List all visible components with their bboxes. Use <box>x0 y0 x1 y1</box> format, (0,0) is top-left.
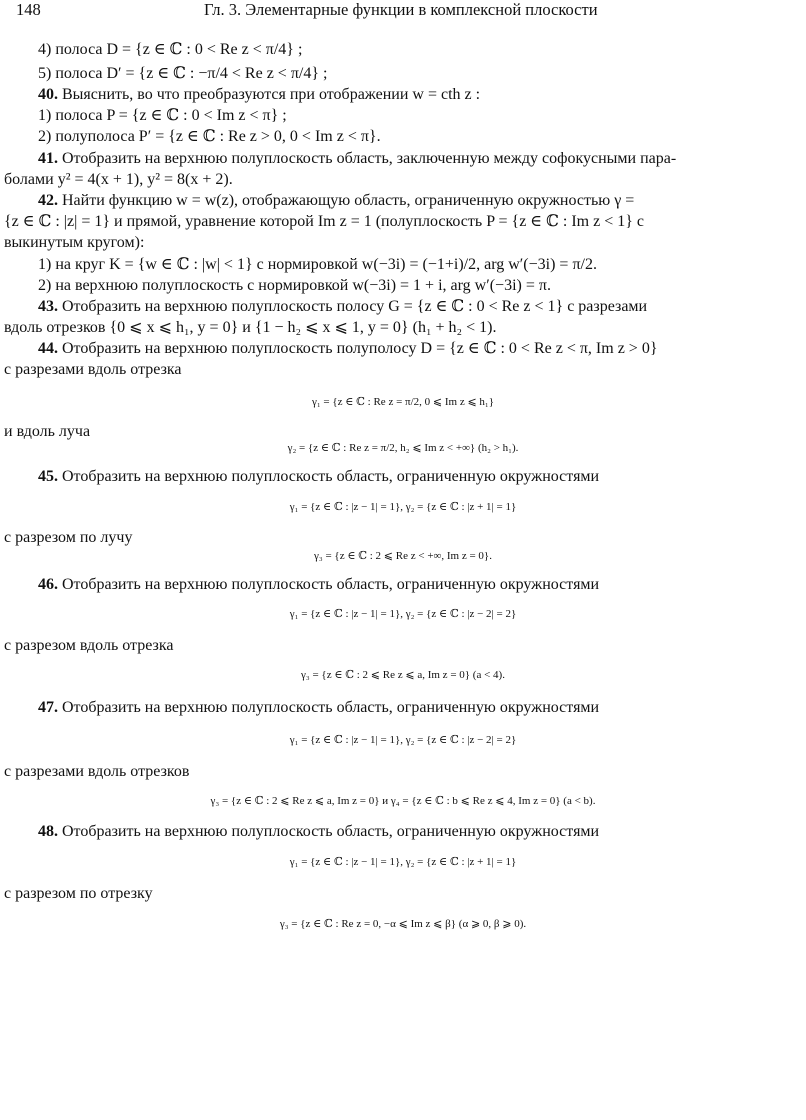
formula-cut-48: γ₃ = {z ∈ ℂ : Re z = 0, −α ⩽ Im z ⩽ β} (α ⩾ 0, β ⩾ 0). <box>279 918 527 930</box>
line-l11: 1) на круг K = {w ∈ ℂ : |w| < 1} с нормировкой w(−3i) = (−1+i)/2, arg w′(−3i) = π/2. <box>38 256 597 273</box>
formula-circles-48: γ₁ = {z ∈ ℂ : |z − 1| = 1}, γ₂ = {z ∈ ℂ : |z + 1| = 1} <box>289 856 517 868</box>
formula-circles-46: γ₁ = {z ∈ ℂ : |z − 1| = 1}, γ₂ = {z ∈ ℂ : |z − 2| = 2} <box>289 608 517 620</box>
problem-40: 40. Выяснить, во что преобразуются при отображении w = cth z : <box>38 86 481 103</box>
formula-circles-47: γ₁ = {z ∈ ℂ : |z − 1| = 1}, γ₂ = {z ∈ ℂ : |z − 2| = 2} <box>289 734 517 746</box>
line-l18: и вдоль луча <box>4 423 91 440</box>
line-l10: выкинутым кругом): <box>4 234 145 251</box>
formula-cut-46: γ₃ = {z ∈ ℂ : 2 ⩽ Re z ⩽ a, Im z = 0} (a < 4). <box>301 669 505 681</box>
line-l12: 2) на верхнюю полуплоскость с нормировкой w(−3i) = 1 + i, arg w′(−3i) = π. <box>38 277 551 294</box>
problem-43: 43. Отобразить на верхнюю полуплоскость полосу G = {z ∈ ℂ : 0 < Re z < 1} с разрезами <box>38 298 648 315</box>
problem-number: 42. <box>38 192 58 209</box>
running-title: Гл. 3. Элементарные функции в комплексной плоскости <box>204 0 598 19</box>
problem-41: 41. Отобразить на верхнюю полуплоскость область, заключенную между софокусными пара- <box>38 150 677 167</box>
page-header <box>16 0 800 22</box>
problem-42: 42. Найти функцию w = w(z), отображающую область, ограниченную окружностью γ = <box>38 192 635 209</box>
problem-48: 48. Отобразить на верхнюю полуплоскость область, ограниченную окружностями <box>38 823 600 840</box>
formula-gamma1: γ₁ = {z ∈ ℂ : Re z = π/2, 0 ⩽ Im z ⩽ h₁} <box>311 396 495 408</box>
problem-number: 47. <box>38 699 58 716</box>
line-l34: с разрезом по отрезку <box>4 885 153 902</box>
problem-number: 43. <box>38 298 58 315</box>
problem-number: 48. <box>38 823 58 840</box>
problem-number: 40. <box>38 86 58 103</box>
line-l05: 2) полуполоса P′ = {z ∈ ℂ : Re z > 0, 0 < Im z < π}. <box>38 128 381 145</box>
problem-number: 45. <box>38 468 58 485</box>
line-l07: болами y² = 4(x + 1), y² = 8(x + 2). <box>4 171 233 188</box>
problem-45: 45. Отобразить на верхнюю полуплоскость область, ограниченную окружностями <box>38 468 600 485</box>
formula-cuts-47: γ₃ = {z ∈ ℂ : 2 ⩽ Re z ⩽ a, Im z = 0} и γ₄ = {z ∈ ℂ : b ⩽ Re z ⩽ 4, Im z = 0} (a < b). <box>210 795 596 807</box>
line-l04: 1) полоса P = {z ∈ ℂ : 0 < Im z < π} ; <box>38 107 287 124</box>
problem-number: 46. <box>38 576 58 593</box>
line-l30: с разрезами вдоль отрезков <box>4 763 190 780</box>
problem-46: 46. Отобразить на верхнюю полуплоскость область, ограниченную окружностями <box>38 576 600 593</box>
problem-44: 44. Отобразить на верхнюю полуплоскость полуполосу D = {z ∈ ℂ : 0 < Re z < π, Im z > 0} <box>38 340 658 357</box>
problem-47: 47. Отобразить на верхнюю полуплоскость область, ограниченную окружностями <box>38 699 600 716</box>
line-l22: с разрезом по лучу <box>4 529 133 546</box>
formula-circles-45: γ₁ = {z ∈ ℂ : |z − 1| = 1}, γ₂ = {z ∈ ℂ : |z + 1| = 1} <box>289 501 517 513</box>
problem-number: 44. <box>38 340 58 357</box>
problem-number: 41. <box>38 150 58 167</box>
formula-gamma2: γ₂ = {z ∈ ℂ : Re z = π/2, h₂ ⩽ Im z < +∞} (h₂ > h₁). <box>287 442 519 454</box>
line-l01: 4) полоса D = {z ∈ ℂ : 0 < Re z < π/4} ; <box>38 41 303 58</box>
formula-ray-45: γ₃ = {z ∈ ℂ : 2 ⩽ Re z < +∞, Im z = 0}. <box>314 550 492 562</box>
line-l26: с разрезом вдоль отрезка <box>4 637 174 654</box>
line-l16: с разрезами вдоль отрезка <box>4 361 182 378</box>
line-l02: 5) полоса D′ = {z ∈ ℂ : −π/4 < Re z < π/4} ; <box>38 65 328 82</box>
page-number: 148 <box>16 0 41 19</box>
line-l14: вдоль отрезков {0 ⩽ x ⩽ h₁, y = 0} и {1 − h₂ ⩽ x ⩽ 1, y = 0} (h₁ + h₂ < 1). <box>4 319 497 336</box>
line-l09: {z ∈ ℂ : |z| = 1} и прямой, уравнение которой Im z = 1 (полуплоскость P = {z ∈ ℂ : Im z < 1} с <box>4 213 644 230</box>
